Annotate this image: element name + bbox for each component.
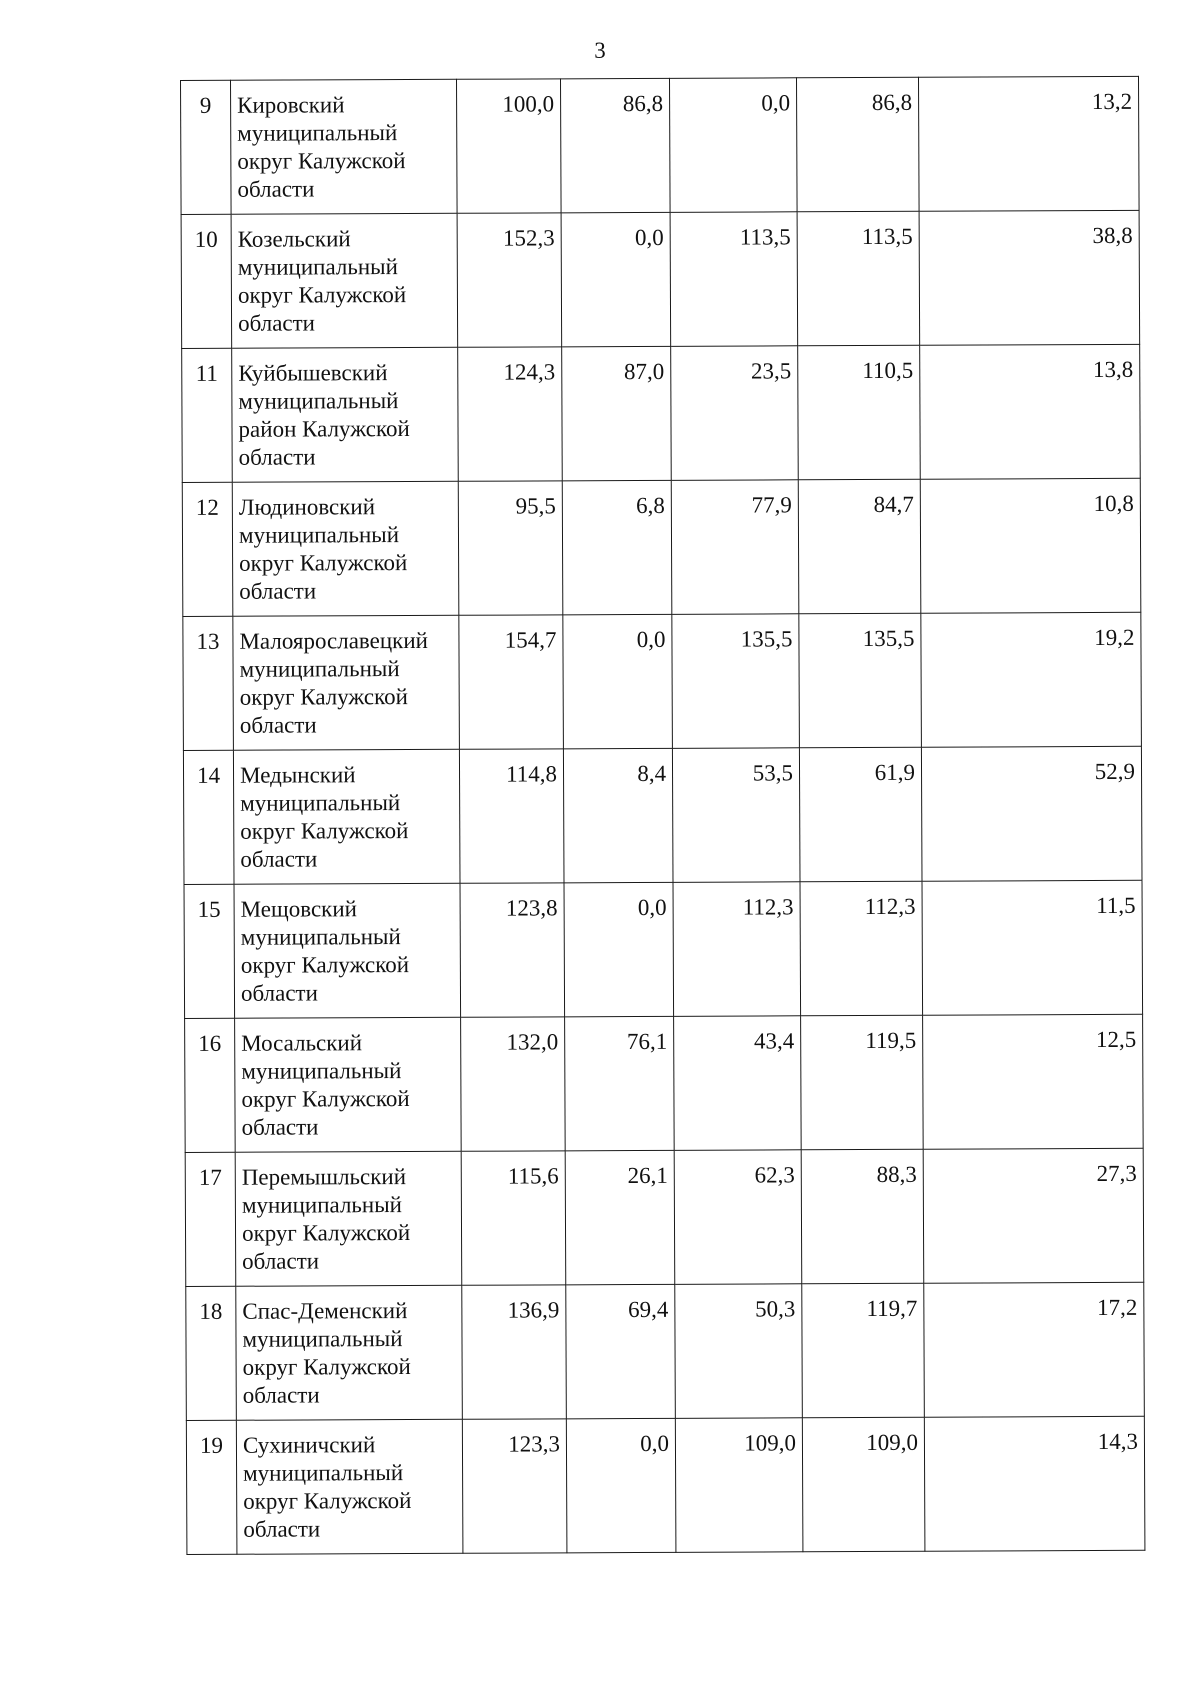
municipality-name-line: области	[243, 1516, 321, 1542]
municipality-name-line: муниципальный	[240, 790, 401, 816]
municipality-name-line: округ Калужской	[241, 1086, 410, 1112]
value-cell-3: 53,5	[672, 748, 800, 883]
municipality-name-line: муниципальный	[241, 1192, 403, 1218]
municipality-name-line: области	[240, 980, 318, 1006]
value-cell-1: 95,5	[458, 481, 563, 615]
value-cell-2: 26,1	[565, 1150, 675, 1284]
value-cell-5: 10,8	[920, 478, 1141, 613]
table-row	[182, 344, 1141, 482]
row-number-cell: 16	[185, 1018, 236, 1152]
value-cell-3: 135,5	[672, 614, 800, 749]
value-cell-1: 152,3	[457, 213, 562, 347]
table-row	[183, 612, 1142, 750]
municipality-name-cell	[232, 347, 459, 482]
value-cell-5: 38,8	[919, 210, 1140, 345]
value-cell-2: 76,1	[565, 1016, 675, 1150]
value-cell-1: 136,9	[462, 1285, 567, 1419]
municipality-name-line: Мещовский	[240, 896, 357, 922]
row-number-cell: 12	[182, 482, 233, 616]
value-cell-2: 8,4	[563, 748, 673, 882]
municipality-name-line: муниципальный	[241, 1058, 402, 1084]
value-cell-4: 61,9	[799, 747, 922, 882]
municipality-name-line: Мосальский	[241, 1030, 363, 1056]
value-cell-4: 119,7	[802, 1283, 925, 1418]
municipality-name-line: округ Калужской	[239, 684, 408, 710]
row-number-cell: 13	[183, 616, 234, 750]
row-number-cell: 18	[186, 1286, 237, 1420]
value-cell-3: 50,3	[675, 1284, 803, 1419]
row-number-cell: 17	[185, 1152, 236, 1286]
value-cell-5: 17,2	[924, 1282, 1145, 1417]
municipality-name-line: Медынский	[239, 762, 356, 788]
value-cell-4: 135,5	[799, 613, 922, 748]
table-row	[185, 1148, 1144, 1286]
value-cell-1: 100,0	[456, 79, 561, 213]
municipality-name-line: округ Калужской	[242, 1354, 411, 1380]
municipality-name-cell	[235, 1017, 462, 1152]
table-row	[181, 210, 1140, 348]
table-row	[181, 76, 1140, 214]
value-cell-2: 0,0	[566, 1418, 676, 1552]
value-cell-4: 86,8	[796, 77, 919, 212]
row-number-cell: 9	[181, 80, 232, 214]
table-row	[184, 880, 1143, 1018]
municipality-name-line: Кировский	[237, 92, 345, 118]
municipality-name-cell	[235, 1151, 462, 1286]
table-row	[186, 1416, 1145, 1554]
municipality-name-cell	[234, 883, 461, 1018]
table-row	[185, 1014, 1144, 1152]
value-cell-5: 27,3	[923, 1148, 1144, 1283]
municipality-name-cell	[236, 1285, 463, 1420]
municipality-name-line: области	[241, 1114, 319, 1140]
page-number: 3	[594, 38, 606, 63]
municipality-name-line: области	[238, 444, 316, 470]
municipality-name-cell	[236, 1419, 463, 1554]
value-cell-1: 123,3	[462, 1419, 567, 1553]
municipality-name-line: области	[240, 846, 318, 872]
municipality-name-line: Сухиничский	[242, 1432, 376, 1458]
row-number-cell: 15	[184, 884, 235, 1018]
municipality-name-line: округ Калужской	[237, 282, 407, 308]
value-cell-5: 13,8	[920, 344, 1141, 479]
value-cell-2: 6,8	[562, 480, 672, 614]
value-cell-2: 0,0	[564, 882, 674, 1016]
municipality-name-line: муниципальный	[237, 254, 398, 280]
value-cell-2: 69,4	[566, 1284, 676, 1418]
row-number-cell: 11	[182, 348, 233, 482]
municipality-name-line: район Калужской	[238, 416, 410, 442]
value-cell-4: 109,0	[802, 1417, 925, 1552]
municipality-name-line: Малоярославецкий	[239, 627, 428, 654]
value-cell-1: 115,6	[461, 1151, 566, 1285]
municipality-name-line: муниципальный	[238, 388, 399, 414]
table-row	[183, 746, 1142, 884]
municipality-name-line: муниципальный	[240, 924, 401, 950]
row-number-cell: 10	[181, 214, 232, 348]
value-cell-1: 114,8	[459, 749, 564, 883]
value-cell-3: 0,0	[669, 78, 797, 213]
municipality-name-line: округ Калужской	[243, 1488, 412, 1514]
value-cell-2: 0,0	[563, 614, 673, 748]
municipality-name-cell	[231, 79, 458, 214]
value-cell-5: 14,3	[924, 1416, 1145, 1551]
value-cell-2: 0,0	[561, 212, 671, 346]
value-cell-1: 124,3	[458, 347, 563, 481]
municipality-name-line: Спас-Деменский	[242, 1298, 408, 1324]
municipality-name-line: муниципальный	[242, 1326, 403, 1352]
municipality-name-line: области	[242, 1248, 320, 1274]
municipality-name-line: Козельский	[237, 226, 351, 252]
value-cell-3: 62,3	[674, 1150, 802, 1285]
municipality-name-line: округ Калужской	[239, 550, 408, 576]
value-cell-5: 52,9	[921, 746, 1142, 881]
table-row	[182, 478, 1141, 616]
municipality-name-line: муниципальный	[243, 1460, 404, 1486]
value-cell-4: 113,5	[797, 211, 920, 346]
municipality-name-line: Куйбышевский	[238, 360, 388, 386]
municipality-name-cell	[232, 481, 459, 616]
value-cell-3: 109,0	[675, 1418, 803, 1553]
value-cell-1: 132,0	[461, 1017, 566, 1151]
municipality-name-line: Людиновский	[238, 494, 376, 520]
municipality-name-line: Перемышльский	[241, 1164, 407, 1190]
value-cell-3: 77,9	[671, 480, 799, 615]
value-cell-3: 43,4	[674, 1016, 802, 1151]
value-cell-4: 112,3	[800, 881, 923, 1016]
row-number-cell: 19	[186, 1420, 237, 1554]
table-row	[186, 1282, 1145, 1420]
municipality-name-cell	[231, 213, 458, 348]
municipality-name-line: области	[238, 310, 316, 336]
value-cell-5: 13,2	[918, 76, 1139, 211]
value-cell-3: 23,5	[671, 346, 799, 481]
row-number-cell: 14	[183, 750, 234, 884]
municipality-name-line: муниципальный	[239, 656, 400, 682]
municipality-name-line: округ Калужской	[241, 1220, 411, 1246]
value-cell-4: 119,5	[801, 1015, 924, 1150]
municipality-name-line: области	[239, 578, 317, 604]
municipality-name-line: округ Калужской	[240, 818, 409, 844]
municipality-name-cell	[233, 615, 460, 750]
value-cell-2: 87,0	[562, 346, 672, 480]
value-cell-4: 110,5	[798, 345, 921, 480]
data-table	[180, 76, 1145, 1555]
value-cell-4: 88,3	[801, 1149, 924, 1284]
municipality-name-line: округ Калужской	[240, 952, 410, 978]
value-cell-3: 113,5	[670, 212, 798, 347]
municipality-name-line: муниципальный	[237, 120, 398, 146]
municipality-name-line: округ Калужской	[237, 148, 406, 174]
value-cell-5: 12,5	[923, 1014, 1144, 1149]
municipality-name-line: области	[239, 712, 317, 738]
table-body	[181, 76, 1145, 1554]
municipality-name-line: муниципальный	[238, 522, 400, 548]
value-cell-5: 19,2	[921, 612, 1142, 747]
value-cell-5: 11,5	[922, 880, 1143, 1015]
municipality-name-line: области	[242, 1382, 320, 1408]
value-cell-2: 86,8	[560, 78, 670, 212]
value-cell-4: 84,7	[798, 479, 921, 614]
municipality-name-line: области	[237, 176, 315, 202]
value-cell-1: 154,7	[459, 615, 564, 749]
value-cell-1: 123,8	[460, 883, 565, 1017]
municipality-name-cell	[233, 749, 460, 884]
value-cell-3: 112,3	[673, 882, 801, 1017]
